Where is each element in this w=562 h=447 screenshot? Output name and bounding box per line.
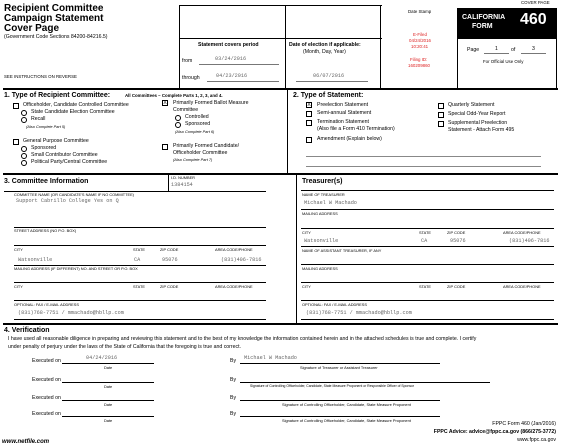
state-candidate-label: State Candidate Election Committee	[31, 109, 115, 115]
header-rule	[3, 88, 558, 90]
form-title-line1: Recipient Committee	[4, 3, 104, 14]
signature-caption: Signature of Treasurer or Assistant Treasurer	[300, 365, 378, 370]
ballot-measure-label-line2: Committee	[173, 107, 199, 113]
amendment-line	[306, 166, 541, 167]
treasurer-city-value[interactable]: Watsonville	[304, 238, 339, 244]
gp-sponsored-radio[interactable]	[21, 146, 27, 152]
pc-note: (Also Complete Part 7)	[173, 157, 213, 162]
date-line	[62, 416, 154, 417]
zip-label: ZIP CODE	[160, 247, 179, 252]
page-underline	[484, 53, 509, 54]
treasurer-city-label: CITY	[302, 230, 311, 235]
divider	[556, 8, 557, 89]
by-label: By	[230, 358, 237, 364]
signature-line	[240, 363, 440, 364]
divider	[179, 5, 382, 6]
bm-sponsored-label: Sponsored	[185, 121, 211, 127]
city-value[interactable]: Watsonville	[18, 257, 53, 263]
divider	[179, 38, 382, 39]
divider	[285, 5, 286, 89]
divider	[380, 5, 381, 89]
stamp-efiled: E-Filed	[413, 32, 427, 37]
date-stamp-label: Date Stamp	[408, 9, 432, 14]
supplemental-label-line2: Statement - Attach Form 495	[448, 127, 515, 133]
form-badge-state: CALIFORNIA	[462, 14, 506, 21]
section3-title: 3. Committee Information	[4, 178, 89, 185]
bm-sponsored-radio[interactable]	[175, 122, 181, 128]
election-label: Date of election if applicable:	[289, 42, 361, 48]
date-line	[62, 382, 154, 383]
divider	[14, 319, 266, 320]
state-value[interactable]: CA	[134, 257, 141, 263]
from-label: from	[182, 58, 193, 64]
state-label: STATE	[133, 247, 145, 252]
assistant-zip-label: ZIP CODE	[447, 284, 466, 289]
assistant-label: NAME OF ASSISTANT TREASURER, IF ANY	[302, 248, 382, 253]
section-rule	[3, 173, 558, 175]
executed-on-label: Executed on	[32, 395, 61, 401]
form-badge-form: FORM	[472, 23, 493, 30]
divider	[301, 246, 554, 247]
quarterly-label: Quarterly Statement	[448, 102, 495, 108]
treasurer-state-value[interactable]: CA	[421, 238, 428, 244]
page-of: of	[511, 47, 516, 53]
phone-value[interactable]: (831)406-7816	[221, 257, 262, 263]
form-title-line2: Campaign Statement	[4, 13, 104, 24]
recall-radio[interactable]	[21, 117, 27, 123]
verification-text-line1: I have used all reasonable diligence in preparing and reviewing this statement and to the best of my knowledge the information contained herein and in the attached schedules is true and complete. I certify	[8, 336, 477, 342]
fppc-advice: FPPC Advice: advice@fppc.ca.gov (866/275-3772)	[433, 429, 556, 435]
area-code-label: AREA CODE/PHONE	[215, 247, 253, 252]
primarily-candidate-checkbox[interactable]	[162, 144, 168, 150]
zip-label-2: ZIP CODE	[160, 284, 179, 289]
election-underline	[296, 81, 368, 82]
divider	[301, 190, 554, 191]
section2-title: 2. Type of Statement:	[293, 92, 364, 99]
recall-note: (Also Complete Part 5)	[26, 124, 66, 129]
see-instructions: SEE INSTRUCTIONS ON REVERSE	[4, 74, 77, 79]
termination-label-line2: (Also file a Form 410 Termination)	[317, 126, 395, 132]
state-label-2: STATE	[133, 284, 145, 289]
divider	[14, 282, 266, 283]
divider	[301, 300, 554, 301]
signer-name-value[interactable]: Michael W Machado	[244, 355, 297, 361]
signature-caption: Signature of Controlling Officeholder, Candidate, State Measure Proponent	[282, 402, 411, 407]
area-code-label-2: AREA CODE/PHONE	[215, 284, 253, 289]
divider	[301, 282, 554, 283]
stamp-time: 10:20:41	[411, 44, 429, 49]
by-label: By	[230, 395, 237, 401]
divider	[14, 300, 266, 301]
ballot-measure-checkbox[interactable]: X	[163, 100, 167, 106]
divider	[301, 209, 554, 210]
signature-line	[240, 382, 490, 383]
amendment-label: Amendment (Explain below)	[317, 136, 382, 142]
bm-controlled-radio[interactable]	[175, 115, 181, 121]
divider	[457, 39, 458, 89]
divider	[179, 5, 180, 89]
state-candidate-radio[interactable]	[21, 110, 27, 116]
committee-name-value[interactable]: Support Cabrillo College Yes on Q	[16, 198, 119, 204]
page-number: 1	[495, 46, 498, 52]
treasurer-optional-label: OPTIONAL: FAX / E-MAIL ADDRESS	[302, 302, 367, 307]
section1-note: All Committees – Complete Parts 1, 2, 3, and 4.	[125, 93, 223, 98]
divider	[14, 245, 266, 246]
optional-value[interactable]: (831)768-7751 / mmachado@hbllp.com	[18, 310, 124, 316]
election-date[interactable]: 06/07/2016	[313, 73, 345, 79]
treasurer-zip-value[interactable]: 95076	[450, 238, 466, 244]
verification-text-line2: under penalty of perjury under the laws of the State of California that the foregoing is true and correct.	[8, 344, 241, 350]
from-date[interactable]: 03/24/2016	[215, 56, 247, 62]
section1-title: 1. Type of Recipient Committee:	[4, 92, 111, 99]
amendment-checkbox[interactable]	[306, 137, 312, 143]
stamp-filing-label: Filing ID:	[410, 57, 428, 62]
bm-controlled-label: Controlled	[185, 114, 209, 120]
semiannual-checkbox[interactable]	[306, 111, 312, 117]
primarily-candidate-line2: Officeholder Committee	[173, 150, 228, 156]
divider	[301, 228, 554, 229]
executed-on-label: Executed on	[32, 377, 61, 383]
treasurer-state-label: STATE	[419, 230, 431, 235]
page-total: 3	[532, 46, 535, 52]
form-id: FPPC Form 460 (Jan/2016)	[492, 421, 556, 427]
signature-caption: Signature of Controlling Officeholder, Candidate, State Measure Proponent or Responsible Officer of Sponsor	[250, 384, 415, 388]
by-label: By	[230, 411, 237, 417]
divider	[301, 319, 554, 320]
supplemental-label-line1: Supplemental Preelection	[448, 120, 508, 126]
executed-on-label: Executed on	[32, 358, 61, 364]
section4-title: 4. Verification	[4, 327, 50, 334]
page-total-underline	[521, 53, 546, 54]
through-label: through	[182, 75, 200, 81]
id-number-value[interactable]: 1384154	[171, 182, 193, 188]
zip-value[interactable]: 95076	[162, 257, 178, 263]
date-caption: Date	[104, 384, 113, 389]
divider	[301, 264, 554, 265]
treasurer-zip-label: ZIP CODE	[447, 230, 466, 235]
treasurer-title: Treasurer(s)	[302, 178, 343, 185]
stamp-filing-id: 160209860	[408, 63, 430, 68]
section-rule	[3, 323, 558, 325]
date-line	[62, 400, 154, 401]
stamp-date: 04/24/2016	[409, 38, 431, 43]
fppc-website[interactable]: www.fppc.ca.gov	[517, 437, 556, 443]
treasurer-area-label: AREA CODE/PHONE	[503, 230, 541, 235]
assistant-area-label: AREA CODE/PHONE	[503, 284, 541, 289]
form-badge-number: 460	[520, 11, 547, 28]
recall-label: Recall	[31, 116, 46, 122]
officeholder-checkbox[interactable]	[13, 103, 19, 109]
period-label: Statement covers period	[198, 42, 259, 48]
treasurer-name-value[interactable]: Michael W Machado	[304, 200, 357, 206]
officeholder-label: Officeholder, Candidate Controlled Committee	[23, 102, 129, 108]
signature-line	[240, 400, 440, 401]
semiannual-label: Semi-annual Statement	[317, 110, 372, 116]
small-contributor-radio[interactable]	[21, 153, 27, 159]
small-contributor-label: Small Contributor Committee	[31, 152, 98, 158]
page-label: Page	[467, 47, 480, 53]
cover-page-label: COVER PAGE	[521, 0, 550, 5]
through-date[interactable]: 04/23/2016	[216, 73, 248, 79]
assistant-state-label: STATE	[419, 284, 431, 289]
assistant-mailing-label: MAILING ADDRESS	[302, 266, 338, 271]
date-caption: Date	[104, 418, 113, 423]
mailing-label: MAILING ADDRESS (IF DIFFERENT) NO. AND STREET OR P.O. BOX	[14, 266, 138, 271]
preelection-checkbox[interactable]: X	[307, 102, 311, 108]
amendment-line	[306, 156, 541, 157]
treasurer-name-label: NAME OF TREASURER	[302, 192, 345, 197]
primarily-candidate-line1: Primarily Formed Candidate/	[173, 143, 240, 149]
official-use-label: For Official Use Only	[483, 59, 524, 64]
executed-date-value[interactable]: 04/24/2016	[86, 355, 118, 361]
city-label: CITY	[14, 247, 23, 252]
assistant-city-label: CITY	[302, 284, 311, 289]
id-number-label: I.D. NUMBER	[171, 175, 195, 180]
preelection-label: Preelection Statement	[317, 102, 369, 108]
signature-line	[240, 416, 440, 417]
political-party-label: Political Party/Central Committee	[31, 159, 108, 165]
general-purpose-checkbox[interactable]	[13, 139, 19, 145]
treasurer-phone-value[interactable]: (831)406-7816	[509, 238, 550, 244]
executed-on-label: Executed on	[32, 411, 61, 417]
city-label-2: CITY	[14, 284, 23, 289]
form-title-line3: Cover Page	[4, 23, 60, 34]
signature-caption: Signature of Controlling Officeholder, Candidate, State Measure Proponent	[282, 418, 411, 423]
ballot-measure-label-line1: Primarily Formed Ballot Measure	[173, 100, 249, 106]
termination-checkbox[interactable]	[306, 120, 312, 126]
from-underline	[199, 64, 279, 65]
general-purpose-label: General Purpose Committee	[23, 138, 89, 144]
optional-label: OPTIONAL: FAX / E-MAIL ADDRESS	[14, 302, 79, 307]
divider	[287, 89, 288, 173]
through-underline	[207, 81, 279, 82]
political-party-radio[interactable]	[21, 160, 27, 166]
netfile-link[interactable]: www.netfile.com	[2, 439, 50, 445]
gp-sponsored-label: Sponsored	[31, 145, 57, 151]
by-label: By	[230, 377, 237, 383]
special-odd-checkbox[interactable]	[438, 112, 444, 118]
election-sublabel: (Month, Day, Year)	[303, 49, 346, 55]
committee-name-label: COMMITTEE NAME (OR CANDIDATE'S NAME IF NO COMMITTEE)	[14, 192, 134, 197]
date-line	[62, 363, 154, 364]
bm-note: (Also Complete Part 6)	[175, 129, 215, 134]
special-odd-label: Special Odd-Year Report	[448, 111, 506, 117]
government-code: (Government Code Sections 84200-84216.5)	[4, 34, 108, 40]
divider	[296, 174, 297, 324]
treasurer-optional-value[interactable]: (831)768-7751 / mmachado@hbllp.com	[306, 310, 412, 316]
treasurer-mailing-label: MAILING ADDRESS	[302, 211, 338, 216]
date-caption: Date	[104, 402, 113, 407]
street-address-label: STREET ADDRESS (NO P.O. BOX)	[14, 228, 77, 233]
quarterly-checkbox[interactable]	[438, 103, 444, 109]
supplemental-checkbox[interactable]	[438, 121, 444, 127]
divider	[168, 174, 169, 191]
date-caption: Date	[104, 365, 113, 370]
termination-label-line1: Termination Statement	[317, 119, 369, 125]
